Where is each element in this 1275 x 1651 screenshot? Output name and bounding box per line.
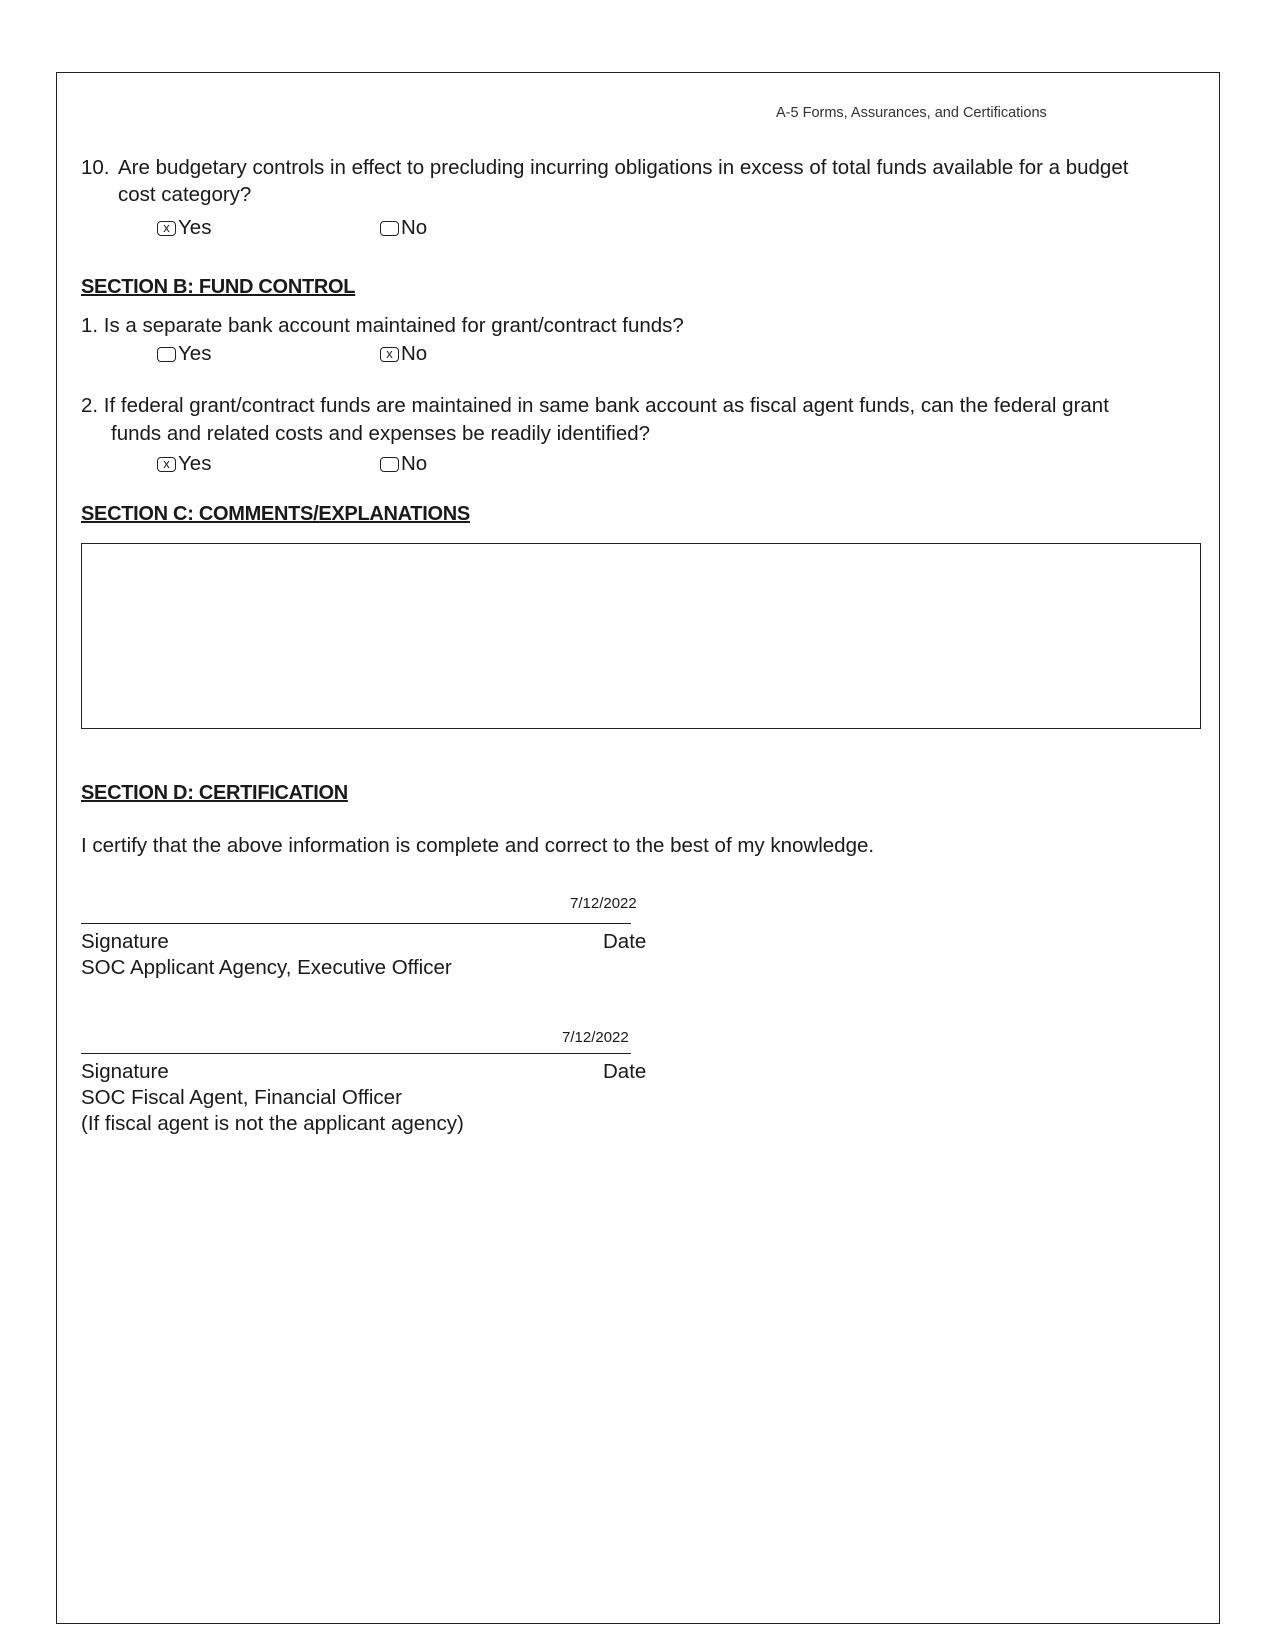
- sig1-signature-label: Signature: [81, 930, 169, 953]
- section-b-q2-text-line1: 2. If federal grant/contract funds are maintained in same bank account as fiscal agent funds, can the federal grant: [81, 394, 1109, 417]
- section-b-title: SECTION B: FUND CONTROL: [81, 276, 356, 298]
- q10-no-label: No: [401, 216, 428, 239]
- section-b-q2-text-line2: funds and related costs and expenses be readily identified?: [111, 422, 651, 445]
- sig1-date-label: Date: [603, 930, 647, 953]
- section-c-title: SECTION C: COMMENTS/EXPLANATIONS: [81, 503, 470, 525]
- section-b-q2-no-checkbox[interactable]: [380, 457, 399, 472]
- q10-no-checkbox[interactable]: [380, 221, 399, 236]
- sig1-date-value: 7/12/2022: [570, 895, 637, 912]
- q10-yes-label: Yes: [178, 216, 212, 239]
- q10-no-option[interactable]: [380, 216, 427, 240]
- sig1-signature-line[interactable]: [81, 923, 631, 924]
- section-d-title: SECTION D: CERTIFICATION: [81, 782, 348, 804]
- section-b-q1-yes-checkbox[interactable]: [157, 347, 176, 362]
- sig2-date-value: 7/12/2022: [562, 1029, 629, 1046]
- section-b-q2-yes-checkbox[interactable]: x: [157, 457, 176, 472]
- section-b-q1-text: 1. Is a separate bank account maintained for grant/contract funds?: [81, 314, 684, 337]
- sig2-note: (If fiscal agent is not the applicant agency): [81, 1112, 464, 1135]
- comments-box[interactable]: [81, 543, 1201, 729]
- q10-yes-checkbox[interactable]: x: [157, 221, 176, 236]
- sig2-date-label: Date: [603, 1060, 647, 1083]
- section-b-q2-no-option[interactable]: [380, 452, 427, 476]
- q10-text-line2: cost category?: [118, 183, 252, 206]
- q10-text-line1: Are budgetary controls in effect to precluding incurring obligations in excess of total funds available for a budget: [118, 156, 1129, 179]
- section-b-q2-yes-label: Yes: [178, 452, 212, 475]
- section-b-q1-no-option[interactable]: [380, 342, 427, 366]
- section-b-q1-no-label: No: [401, 342, 428, 365]
- sig2-signature-label: Signature: [81, 1060, 169, 1083]
- section-b-q1-no-checkbox[interactable]: x: [380, 347, 399, 362]
- q10-yes-option[interactable]: [157, 216, 211, 240]
- sig1-role: SOC Applicant Agency, Executive Officer: [81, 956, 452, 979]
- section-b-q1-yes-option[interactable]: [157, 342, 211, 366]
- section-b-q2-yes-option[interactable]: [157, 452, 211, 476]
- page-header: A-5 Forms, Assurances, and Certifications: [776, 105, 1047, 121]
- q10-number: 10.: [81, 156, 110, 179]
- section-b-q1-yes-label: Yes: [178, 342, 212, 365]
- certification-statement: I certify that the above information is complete and correct to the best of my knowledge.: [81, 834, 875, 857]
- sig2-signature-line[interactable]: [81, 1053, 631, 1054]
- sig2-role: SOC Fiscal Agent, Financial Officer: [81, 1086, 402, 1109]
- section-b-q2-no-label: No: [401, 452, 428, 475]
